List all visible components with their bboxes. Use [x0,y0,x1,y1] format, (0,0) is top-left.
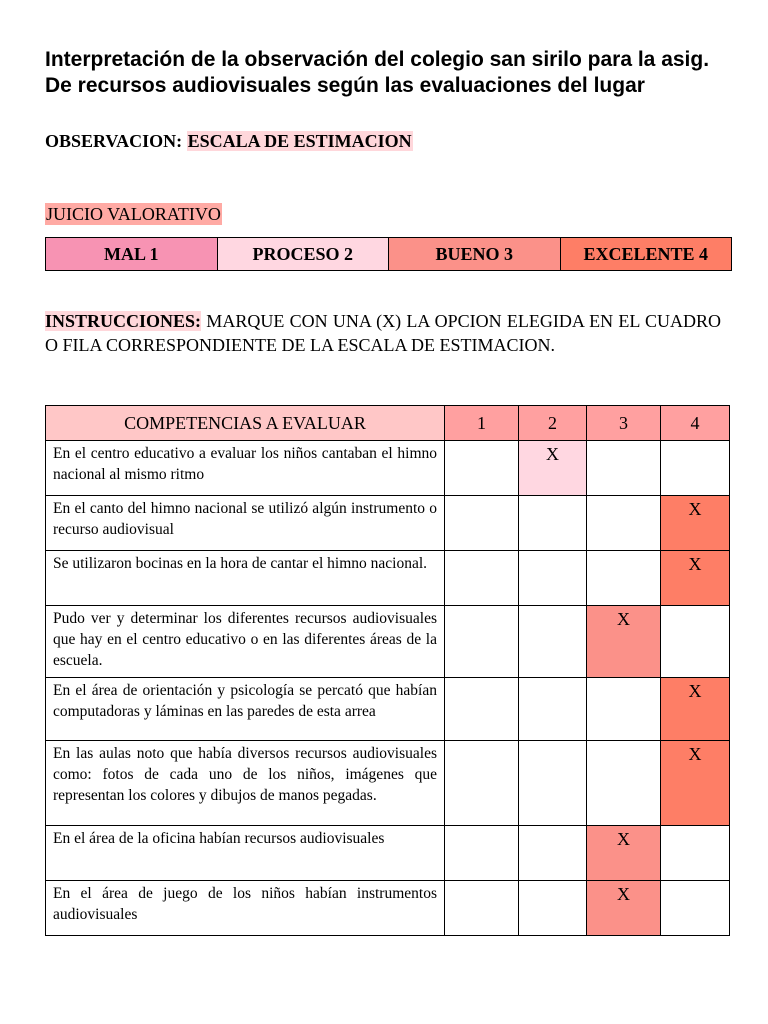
rating-cell-3[interactable] [587,551,661,606]
table-row [46,826,730,881]
rating-cell-3[interactable]: X [587,826,661,881]
observation-label: OBSERVACION: [45,131,183,151]
rating-cell-4[interactable]: X [661,678,730,741]
table-row [46,606,730,678]
rating-cell-2[interactable] [519,496,587,551]
rating-cell-4[interactable] [661,826,730,881]
scale-bueno: BUENO 3 [389,238,561,271]
rating-cell-1[interactable] [445,678,519,741]
rating-cell-3[interactable] [587,441,661,496]
instructions-label: INSTRUCCIONES: [45,311,202,331]
competency-description: Se utilizaron bocinas en la hora de cantar el himno nacional. [46,551,445,606]
header-col-3: 3 [587,406,661,441]
scale-excelente: EXCELENTE 4 [560,238,732,271]
rating-cell-2[interactable] [519,826,587,881]
header-col-2: 2 [519,406,587,441]
table-row [46,441,730,496]
rating-scale-table [45,237,732,271]
rating-cell-1[interactable] [445,496,519,551]
rating-cell-1[interactable] [445,606,519,678]
rating-cell-2[interactable] [519,741,587,826]
document-title: Interpretación de la observación del colegio san sirilo para la asig. De recursos audiovisuales según las evaluaciones del lugar [45,48,710,97]
rating-cell-3[interactable] [587,678,661,741]
instructions-text: MARQUE CON UNA (X) LA OPCION ELEGIDA EN EL CUADRO O FILA CORRESPONDIENTE DE LA ESCALA DE ESTIMACION. [45,311,721,355]
table-row [46,741,730,826]
rating-cell-2[interactable] [519,678,587,741]
table-row [46,496,730,551]
rating-cell-4[interactable] [661,606,730,678]
rating-cell-1[interactable] [445,881,519,936]
competency-description: En el área de juego de los niños habían instrumentos audiovisuales [46,881,445,936]
table-row [46,551,730,606]
evaluation-table-header [46,406,730,441]
rating-cell-1[interactable] [445,826,519,881]
header-col-4: 4 [661,406,730,441]
observation-line [45,130,413,152]
rating-cell-1[interactable] [445,441,519,496]
rating-cell-1[interactable] [445,551,519,606]
rating-cell-3[interactable] [587,741,661,826]
rating-cell-3[interactable] [587,496,661,551]
header-col-1: 1 [445,406,519,441]
competency-description: En el área de la oficina habían recursos audiovisuales [46,826,445,881]
rating-cell-4[interactable] [661,441,730,496]
competency-description: En el canto del himno nacional se utilizó algún instrumento o recurso audiovisual [46,496,445,551]
competency-description: En las aulas noto que había diversos recursos audiovisuales como: fotos de cada uno de los niños, imágenes que representan los colores y dibujos de manos pegadas. [46,741,445,826]
judgment-heading: JUICIO VALORATIVO [46,204,221,224]
header-competencias: COMPETENCIAS A EVALUAR [46,406,445,441]
rating-cell-2[interactable] [519,606,587,678]
scale-proceso: PROCESO 2 [217,238,389,271]
rating-cell-3[interactable]: X [587,881,661,936]
rating-cell-4[interactable] [661,881,730,936]
scale-mal: MAL 1 [46,238,218,271]
table-row [46,881,730,936]
competency-description: En el centro educativo a evaluar los niños cantaban el himno nacional al mismo ritmo [46,441,445,496]
competency-description: En el área de orientación y psicología se percató que habían computadoras y láminas en las paredes de esta arrea [46,678,445,741]
table-row [46,678,730,741]
observation-value: ESCALA DE ESTIMACION [187,131,412,151]
rating-cell-2[interactable] [519,881,587,936]
rating-cell-2[interactable]: X [519,441,587,496]
rating-cell-4[interactable]: X [661,496,730,551]
competency-description: Pudo ver y determinar los diferentes recursos audiovisuales que hay en el centro educativo o en las diferentes áreas de la escuela. [46,606,445,678]
instructions-paragraph [45,309,721,357]
rating-cell-4[interactable]: X [661,551,730,606]
rating-cell-1[interactable] [445,741,519,826]
rating-cell-2[interactable] [519,551,587,606]
rating-cell-4[interactable]: X [661,741,730,826]
evaluation-table [45,405,730,936]
rating-cell-3[interactable]: X [587,606,661,678]
